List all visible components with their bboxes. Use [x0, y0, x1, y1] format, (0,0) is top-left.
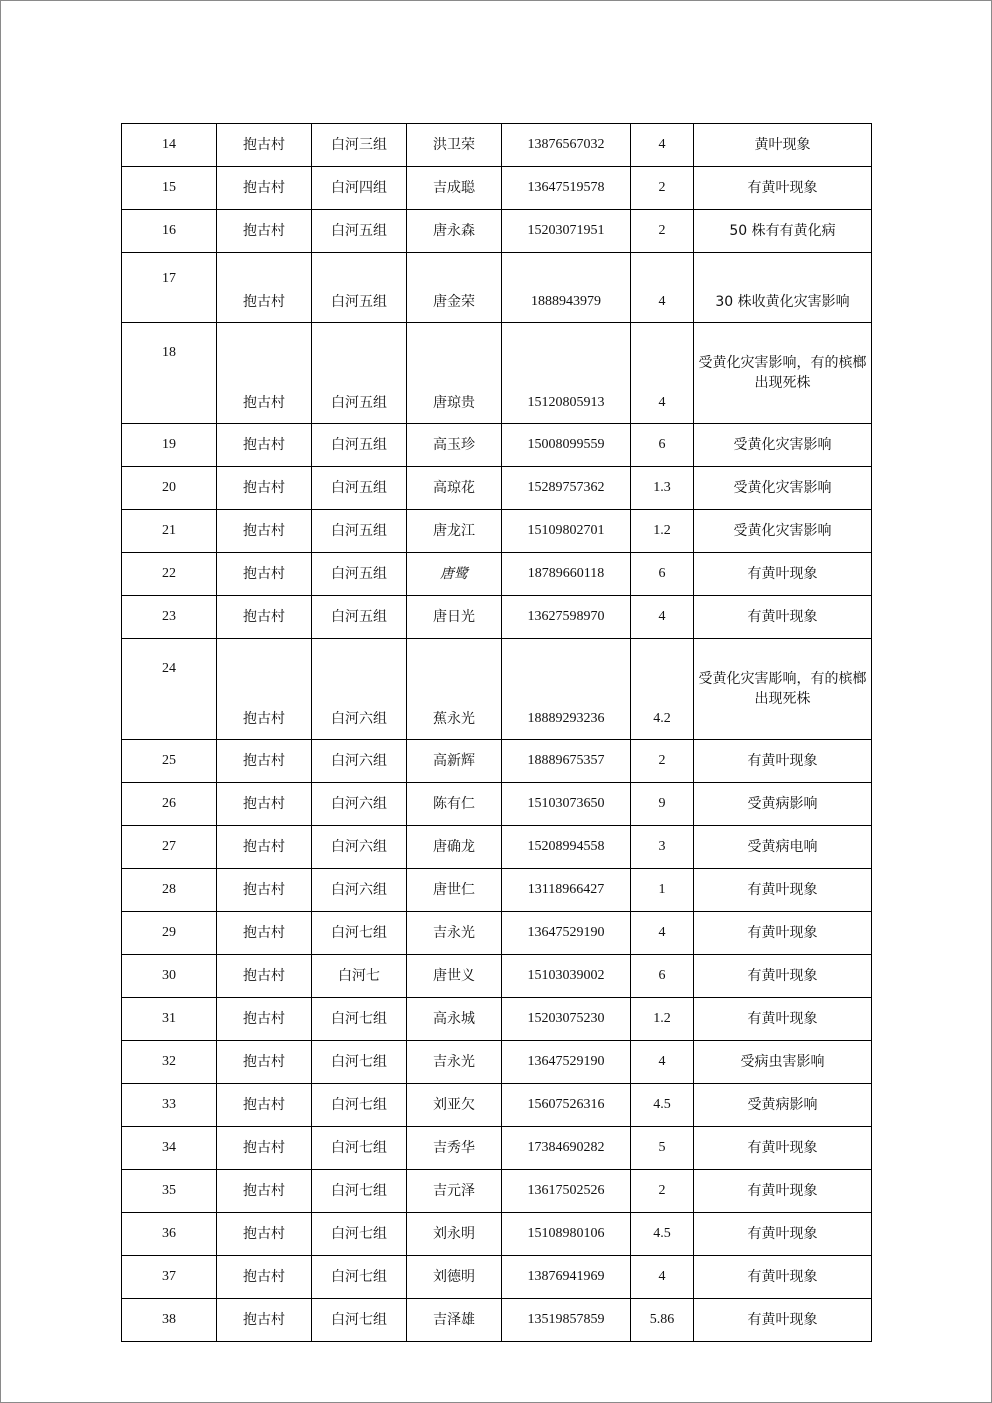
village-cell: 抱古村	[217, 210, 312, 253]
name-cell: 刘永明	[407, 1213, 502, 1256]
table-row	[122, 869, 872, 912]
row-number: 35	[122, 1170, 217, 1213]
count-cell: 1.2	[631, 998, 694, 1041]
name-cell: 高琼花	[407, 467, 502, 510]
count-cell: 1	[631, 869, 694, 912]
table-row	[122, 1170, 872, 1213]
row-number: 14	[122, 124, 217, 167]
note-cell: 有黄叶现象	[694, 1127, 872, 1170]
table-body	[122, 124, 872, 1342]
note-cell: 黄叶现象	[694, 124, 872, 167]
count-cell: 5.86	[631, 1299, 694, 1342]
phone-cell: 13647529190	[502, 912, 631, 955]
count-cell: 3	[631, 826, 694, 869]
row-number: 17	[122, 253, 217, 323]
group-cell: 白河六组	[312, 639, 407, 740]
village-cell: 抱古村	[217, 596, 312, 639]
name-cell: 吉元泽	[407, 1170, 502, 1213]
village-cell: 抱古村	[217, 424, 312, 467]
count-cell: 4	[631, 1256, 694, 1299]
phone-cell: 18789660118	[502, 553, 631, 596]
table-row	[122, 912, 872, 955]
count-cell: 9	[631, 783, 694, 826]
phone-cell: 15109802701	[502, 510, 631, 553]
data-table	[121, 123, 872, 1342]
phone-cell: 15607526316	[502, 1084, 631, 1127]
village-cell: 抱古村	[217, 253, 312, 323]
village-cell: 抱古村	[217, 1041, 312, 1084]
row-number: 30	[122, 955, 217, 998]
phone-cell: 13118966427	[502, 869, 631, 912]
note-cell: 受黄化灾害彫响，有的槟榔出现死株	[694, 639, 872, 740]
group-cell: 白河七组	[312, 1213, 407, 1256]
count-cell: 4	[631, 912, 694, 955]
phone-cell: 15008099559	[502, 424, 631, 467]
phone-cell: 15203071951	[502, 210, 631, 253]
row-number: 37	[122, 1256, 217, 1299]
row-number: 24	[122, 639, 217, 740]
village-cell: 抱古村	[217, 1127, 312, 1170]
name-cell: 洪卫荣	[407, 124, 502, 167]
row-number: 27	[122, 826, 217, 869]
table-row	[122, 1299, 872, 1342]
count-cell: 1.2	[631, 510, 694, 553]
row-number: 33	[122, 1084, 217, 1127]
village-cell: 抱古村	[217, 1084, 312, 1127]
name-cell: 刘亚欠	[407, 1084, 502, 1127]
row-number: 20	[122, 467, 217, 510]
group-cell: 白河七组	[312, 1127, 407, 1170]
count-cell: 4.5	[631, 1084, 694, 1127]
note-cell: 有黄叶现象	[694, 740, 872, 783]
group-cell: 白河七	[312, 955, 407, 998]
name-cell: 蕉永光	[407, 639, 502, 740]
count-cell: 2	[631, 740, 694, 783]
village-cell: 抱古村	[217, 740, 312, 783]
count-cell: 2	[631, 167, 694, 210]
name-cell: 唐日光	[407, 596, 502, 639]
group-cell: 白河七组	[312, 1170, 407, 1213]
group-cell: 白河七组	[312, 1256, 407, 1299]
note-cell: 受黄化灾害影响	[694, 424, 872, 467]
row-number: 26	[122, 783, 217, 826]
group-cell: 白河五组	[312, 553, 407, 596]
village-cell: 抱古村	[217, 1299, 312, 1342]
group-cell: 白河五组	[312, 323, 407, 424]
table-row	[122, 783, 872, 826]
phone-cell: 15103039002	[502, 955, 631, 998]
group-cell: 白河五组	[312, 253, 407, 323]
name-cell: 刘德明	[407, 1256, 502, 1299]
group-cell: 白河五组	[312, 210, 407, 253]
note-cell: 有黄叶现象	[694, 912, 872, 955]
table-row	[122, 998, 872, 1041]
count-cell: 1.3	[631, 467, 694, 510]
group-cell: 白河三组	[312, 124, 407, 167]
count-cell: 4	[631, 253, 694, 323]
name-cell: 吉永光	[407, 1041, 502, 1084]
group-cell: 白河七组	[312, 998, 407, 1041]
phone-cell: 13627598970	[502, 596, 631, 639]
table-row	[122, 210, 872, 253]
count-cell: 2	[631, 1170, 694, 1213]
row-number: 16	[122, 210, 217, 253]
name-cell: 唐龙江	[407, 510, 502, 553]
note-cell: 受黄病影响	[694, 783, 872, 826]
table-row	[122, 553, 872, 596]
phone-cell: 13617502526	[502, 1170, 631, 1213]
phone-cell: 13519857859	[502, 1299, 631, 1342]
group-cell: 白河五组	[312, 596, 407, 639]
village-cell: 抱古村	[217, 869, 312, 912]
phone-cell: 15103073650	[502, 783, 631, 826]
table-row	[122, 596, 872, 639]
row-number: 15	[122, 167, 217, 210]
phone-cell: 15289757362	[502, 467, 631, 510]
village-cell: 抱古村	[217, 826, 312, 869]
row-number: 19	[122, 424, 217, 467]
note-cell: 30 株收黄化灾害影响	[694, 253, 872, 323]
note-cell: 50 株有有黄化病	[694, 210, 872, 253]
name-cell: 吉成聪	[407, 167, 502, 210]
phone-cell: 15108980106	[502, 1213, 631, 1256]
name-cell: 吉秀华	[407, 1127, 502, 1170]
table-row	[122, 323, 872, 424]
village-cell: 抱古村	[217, 1256, 312, 1299]
note-cell: 受黄化灾害影响，有的槟榔出现死株	[694, 323, 872, 424]
name-cell: 唐鹭	[407, 553, 502, 596]
group-cell: 白河六组	[312, 783, 407, 826]
group-cell: 白河七组	[312, 1299, 407, 1342]
count-cell: 5	[631, 1127, 694, 1170]
count-cell: 6	[631, 955, 694, 998]
row-number: 28	[122, 869, 217, 912]
name-cell: 吉永光	[407, 912, 502, 955]
note-cell: 有黄叶现象	[694, 596, 872, 639]
count-cell: 4	[631, 124, 694, 167]
table-row	[122, 424, 872, 467]
count-cell: 2	[631, 210, 694, 253]
row-number: 21	[122, 510, 217, 553]
name-cell: 唐金荣	[407, 253, 502, 323]
name-cell: 陈有仁	[407, 783, 502, 826]
village-cell: 抱古村	[217, 998, 312, 1041]
phone-cell: 15203075230	[502, 998, 631, 1041]
village-cell: 抱古村	[217, 323, 312, 424]
phone-cell: 15120805913	[502, 323, 631, 424]
phone-cell: 13876941969	[502, 1256, 631, 1299]
count-cell: 6	[631, 424, 694, 467]
note-cell: 有黄叶现象	[694, 869, 872, 912]
phone-cell: 15208994558	[502, 826, 631, 869]
name-cell: 高玉珍	[407, 424, 502, 467]
table-row	[122, 740, 872, 783]
phone-cell: 13647529190	[502, 1041, 631, 1084]
count-cell: 6	[631, 553, 694, 596]
note-cell: 有黄叶现象	[694, 955, 872, 998]
table-row	[122, 1256, 872, 1299]
count-cell: 4	[631, 1041, 694, 1084]
note-cell: 受黄病电响	[694, 826, 872, 869]
group-cell: 白河五组	[312, 510, 407, 553]
table-row	[122, 1213, 872, 1256]
note-cell: 有黄叶现象	[694, 1299, 872, 1342]
note-cell: 受黄病影响	[694, 1084, 872, 1127]
note-cell: 受黄化灾害影响	[694, 467, 872, 510]
table-row	[122, 1041, 872, 1084]
village-cell: 抱古村	[217, 553, 312, 596]
name-cell: 唐永森	[407, 210, 502, 253]
village-cell: 抱古村	[217, 510, 312, 553]
count-cell: 4.5	[631, 1213, 694, 1256]
group-cell: 白河五组	[312, 467, 407, 510]
row-number: 23	[122, 596, 217, 639]
group-cell: 白河七组	[312, 1041, 407, 1084]
name-cell: 高新辉	[407, 740, 502, 783]
table-row	[122, 124, 872, 167]
count-cell: 4	[631, 596, 694, 639]
name-cell: 吉泽雄	[407, 1299, 502, 1342]
row-number: 18	[122, 323, 217, 424]
phone-cell: 1888943979	[502, 253, 631, 323]
table-row	[122, 826, 872, 869]
group-cell: 白河六组	[312, 869, 407, 912]
name-cell: 唐琼贵	[407, 323, 502, 424]
group-cell: 白河七组	[312, 912, 407, 955]
row-number: 22	[122, 553, 217, 596]
village-cell: 抱古村	[217, 955, 312, 998]
note-cell: 有黄叶现象	[694, 167, 872, 210]
phone-cell: 17384690282	[502, 1127, 631, 1170]
note-cell: 有黄叶现象	[694, 1213, 872, 1256]
count-cell: 4	[631, 323, 694, 424]
group-cell: 白河七组	[312, 1084, 407, 1127]
group-cell: 白河四组	[312, 167, 407, 210]
table-row	[122, 510, 872, 553]
village-cell: 抱古村	[217, 167, 312, 210]
village-cell: 抱古村	[217, 124, 312, 167]
village-cell: 抱古村	[217, 912, 312, 955]
row-number: 36	[122, 1213, 217, 1256]
note-cell: 有黄叶现象	[694, 553, 872, 596]
table-row	[122, 1084, 872, 1127]
group-cell: 白河六组	[312, 826, 407, 869]
village-cell: 抱古村	[217, 639, 312, 740]
phone-cell: 18889675357	[502, 740, 631, 783]
phone-cell: 13647519578	[502, 167, 631, 210]
count-cell: 4.2	[631, 639, 694, 740]
table-row	[122, 955, 872, 998]
phone-cell: 13876567032	[502, 124, 631, 167]
table-row	[122, 639, 872, 740]
table-row	[122, 467, 872, 510]
phone-cell: 18889293236	[502, 639, 631, 740]
table-row	[122, 253, 872, 323]
name-cell: 高永城	[407, 998, 502, 1041]
row-number: 29	[122, 912, 217, 955]
note-cell: 有黄叶现象	[694, 1256, 872, 1299]
village-cell: 抱古村	[217, 467, 312, 510]
note-cell: 受黄化灾害影响	[694, 510, 872, 553]
row-number: 38	[122, 1299, 217, 1342]
name-cell: 唐世仁	[407, 869, 502, 912]
row-number: 32	[122, 1041, 217, 1084]
table-row	[122, 1127, 872, 1170]
name-cell: 唐确龙	[407, 826, 502, 869]
group-cell: 白河五组	[312, 424, 407, 467]
village-cell: 抱古村	[217, 1213, 312, 1256]
row-number: 34	[122, 1127, 217, 1170]
note-cell: 有黄叶现象	[694, 998, 872, 1041]
village-cell: 抱古村	[217, 783, 312, 826]
village-cell: 抱古村	[217, 1170, 312, 1213]
table-row	[122, 167, 872, 210]
note-cell: 受病虫害影响	[694, 1041, 872, 1084]
row-number: 25	[122, 740, 217, 783]
group-cell: 白河六组	[312, 740, 407, 783]
name-cell: 唐世义	[407, 955, 502, 998]
row-number: 31	[122, 998, 217, 1041]
note-cell: 有黄叶现象	[694, 1170, 872, 1213]
